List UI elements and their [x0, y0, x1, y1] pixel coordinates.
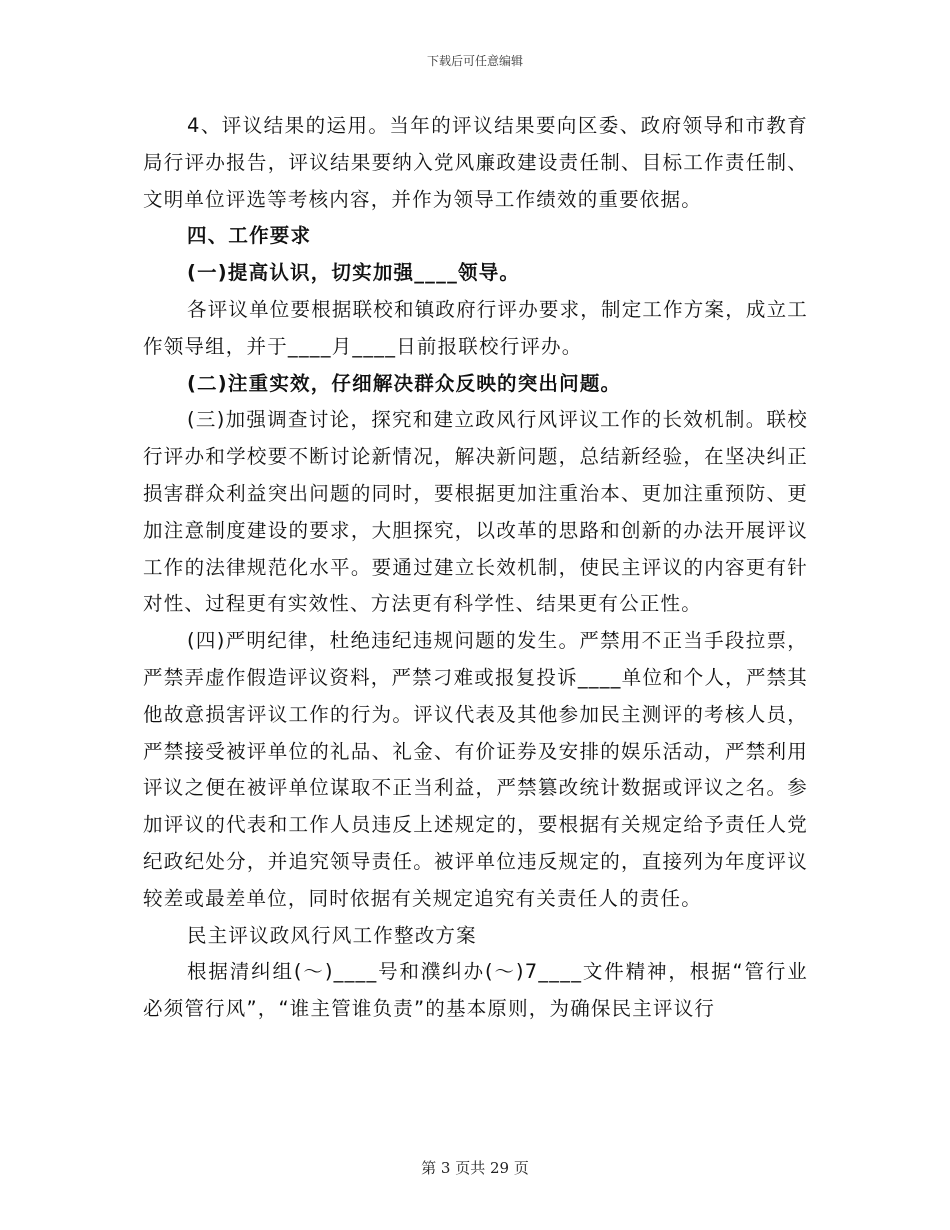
paragraph-result-usage: 4、评议结果的运用。当年的评议结果要向区委、政府领导和市教育局行评办报告，评议结果要纳入党风廉政建设责任制、目标工作责任制、文明单位评选等考核内容，并作为领导工作绩效的重要依据。 [143, 114, 808, 211]
page-footer: 第 3 页共 29 页 [421, 1159, 529, 1177]
subheading-focus-results: (二)注重实效，仔细解决群众反映的突出问题。 [187, 371, 622, 395]
subheading-raise-awareness: (一)提高认识，切实加强____领导。 [187, 261, 521, 285]
document-body [143, 108, 808, 1028]
page-header: 下载后可任意编辑 [426, 54, 523, 68]
paragraph-basis: 根据清纠组(～)____号和濮纠办(～)7____文件精神，根据“管行业必须管行风”，“谁主管谁负责”的基本原则，为确保民主评议行 [143, 960, 808, 1021]
subtitle-rectification-plan: 民主评议政风行风工作整改方案 [187, 923, 477, 947]
paragraph-long-term-mechanism: (三)加强调查讨论，探究和建立政风行风评议工作的长效机制。联校行评办和学校要不断讨论新情况，解决新问题，总结新经验，在坚决纠正损害群众利益突出问题的同时，要根据更加注重治本、更加注重预防、更加注意制度建设的要求，大胆探究，以改革的思路和创新的办法开展评议工作的法律规范化水平。要通过建立长效机制，使民主评议的内容更有针对性、过程更有实效性、方法更有科学性、结果更有公正性。 [143, 408, 808, 616]
paragraph-work-plan: 各评议单位要根据联校和镇政府行评办要求，制定工作方案，成立工作领导组，并于____月____日前报联校行评办。 [143, 297, 809, 358]
paragraph-strict-discipline: (四)严明纪律，杜绝违纪违规问题的发生。严禁用不正当手段拉票，严禁弄虚作假造评议资料，严禁刁难或报复投诉____单位和个人，严禁其他故意损害评议工作的行为。评议代表及其他参加民主测评的考核人员，严禁接受被评单位的礼品、礼金、有价证券及安排的娱乐活动，严禁利用评议之便在被评单位谋取不正当利益，严禁篡改统计数据或评议之名。参加评议的代表和工作人员违反上述规定的，要根据有关规定给予责任人党纪政纪处分，并追究领导责任。被评单位违反规定的，直接列为年度评议较差或最差单位，同时依据有关规定追究有关责任人的责任。 [143, 629, 808, 910]
section-heading-work-requirements: 四、工作要求 [187, 224, 312, 248]
